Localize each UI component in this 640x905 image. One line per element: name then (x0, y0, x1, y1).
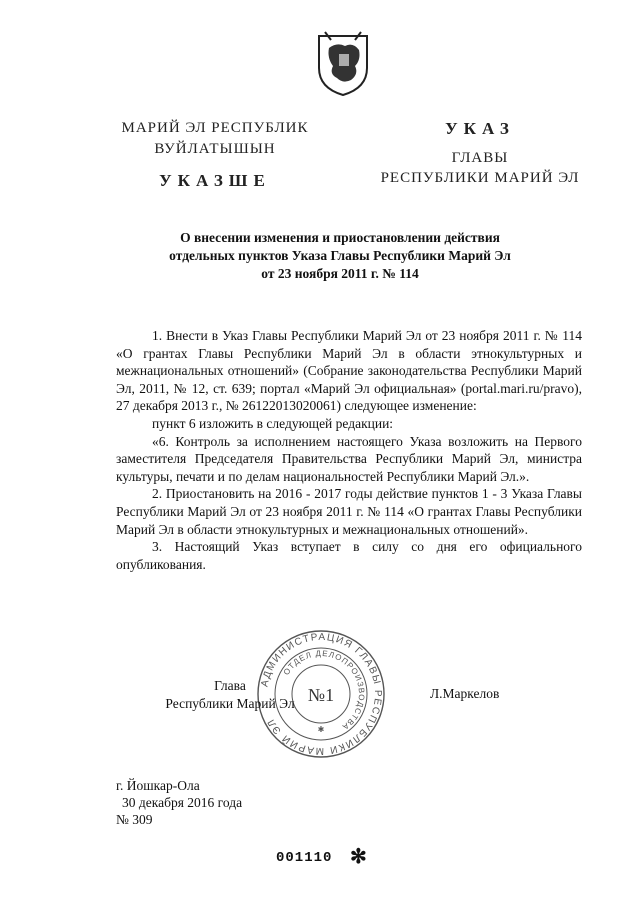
decree-number: № 309 (116, 812, 153, 827)
paragraph-2: пункт 6 изложить в следующей редакции: (152, 415, 394, 431)
registration-number: 001110 (276, 850, 333, 866)
document-body (116, 327, 582, 573)
issue-date: 30 декабря 2016 года (122, 795, 243, 810)
title-line1: О внесении изменения и приостановлении действия (180, 230, 500, 245)
paragraph-4: 2. Приостановить на 2016 - 2017 годы действие пунктов 1 - 3 Указа Главы Республики Марий Эл от 23 ноября 2011 г. № 114 «О грантах Главы Республики Марий Эл в области этнокультурных и межнациональных отношений». (116, 486, 582, 537)
coat-of-arms-emblem (315, 28, 371, 98)
seal-center-number: №1 (307, 685, 335, 705)
issue-city: г. Йошкар-Ола (116, 778, 200, 793)
paragraph-5: 3. Настоящий Указ вступает в силу со дня его официального опубликования. (116, 539, 582, 572)
seal-inner-text: ОТДЕЛ ДЕЛОПРОИЗВОДСТВА (281, 648, 367, 732)
asterisk-icon: ✻ (350, 846, 367, 868)
signature-name: Л.Маркелов (430, 686, 500, 701)
title-line3: от 23 ноября 2011 г. № 114 (261, 266, 419, 281)
document-title (130, 229, 550, 283)
header-left-title: УКАЗШЕ (159, 171, 271, 190)
header-right-line1: ГЛАВЫ (451, 150, 509, 166)
header-right-title: УКАЗ (445, 119, 515, 138)
signature-title-line1: Глава (214, 678, 246, 693)
signature-title (150, 677, 310, 712)
seal-star-icon: ✱ (317, 725, 325, 734)
title-line2: отдельных пунктов Указа Главы Республики Марий Эл (169, 248, 511, 263)
signature-title-line2: Республики Марий Эл (165, 695, 295, 711)
header-left-line1: МАРИЙ ЭЛ РЕСПУБЛИК (121, 120, 309, 136)
seal-outer-text: АДМИНИСТРАЦИЯ ГЛАВЫ РЕСПУБЛИКИ МАРИЙ ЭЛ (259, 631, 384, 757)
header-left (110, 118, 320, 191)
paragraph-1: 1. Внести в Указ Главы Республики Марий Эл от 23 ноября 2011 г. № 114 «О грантах Главы Республики Марий Эл в области этнокультурных и межнациональных отношений» (Собрание законодательства Республики Марий Эл, 2011, № 12, ст. 639; портал «Марий Эл официальная» (portal.mari.ru/pravo), 27 декабря 2013 г., № 26122013020061) следующее изменение: (116, 328, 582, 414)
header-right-line2: РЕСПУБЛИКИ МАРИЙ ЭЛ (380, 170, 580, 186)
paragraph-3: «6. Контроль за исполнением настоящего Указа возложить на Первого заместителя Председателя Правительства Республики Марий Эл, министра культуры, печати и по делам национальностей Республики Марий Эл.». (116, 433, 582, 484)
header-right (360, 118, 600, 188)
header-left-line2: ВУЙЛАТЫШЫН (154, 141, 276, 157)
